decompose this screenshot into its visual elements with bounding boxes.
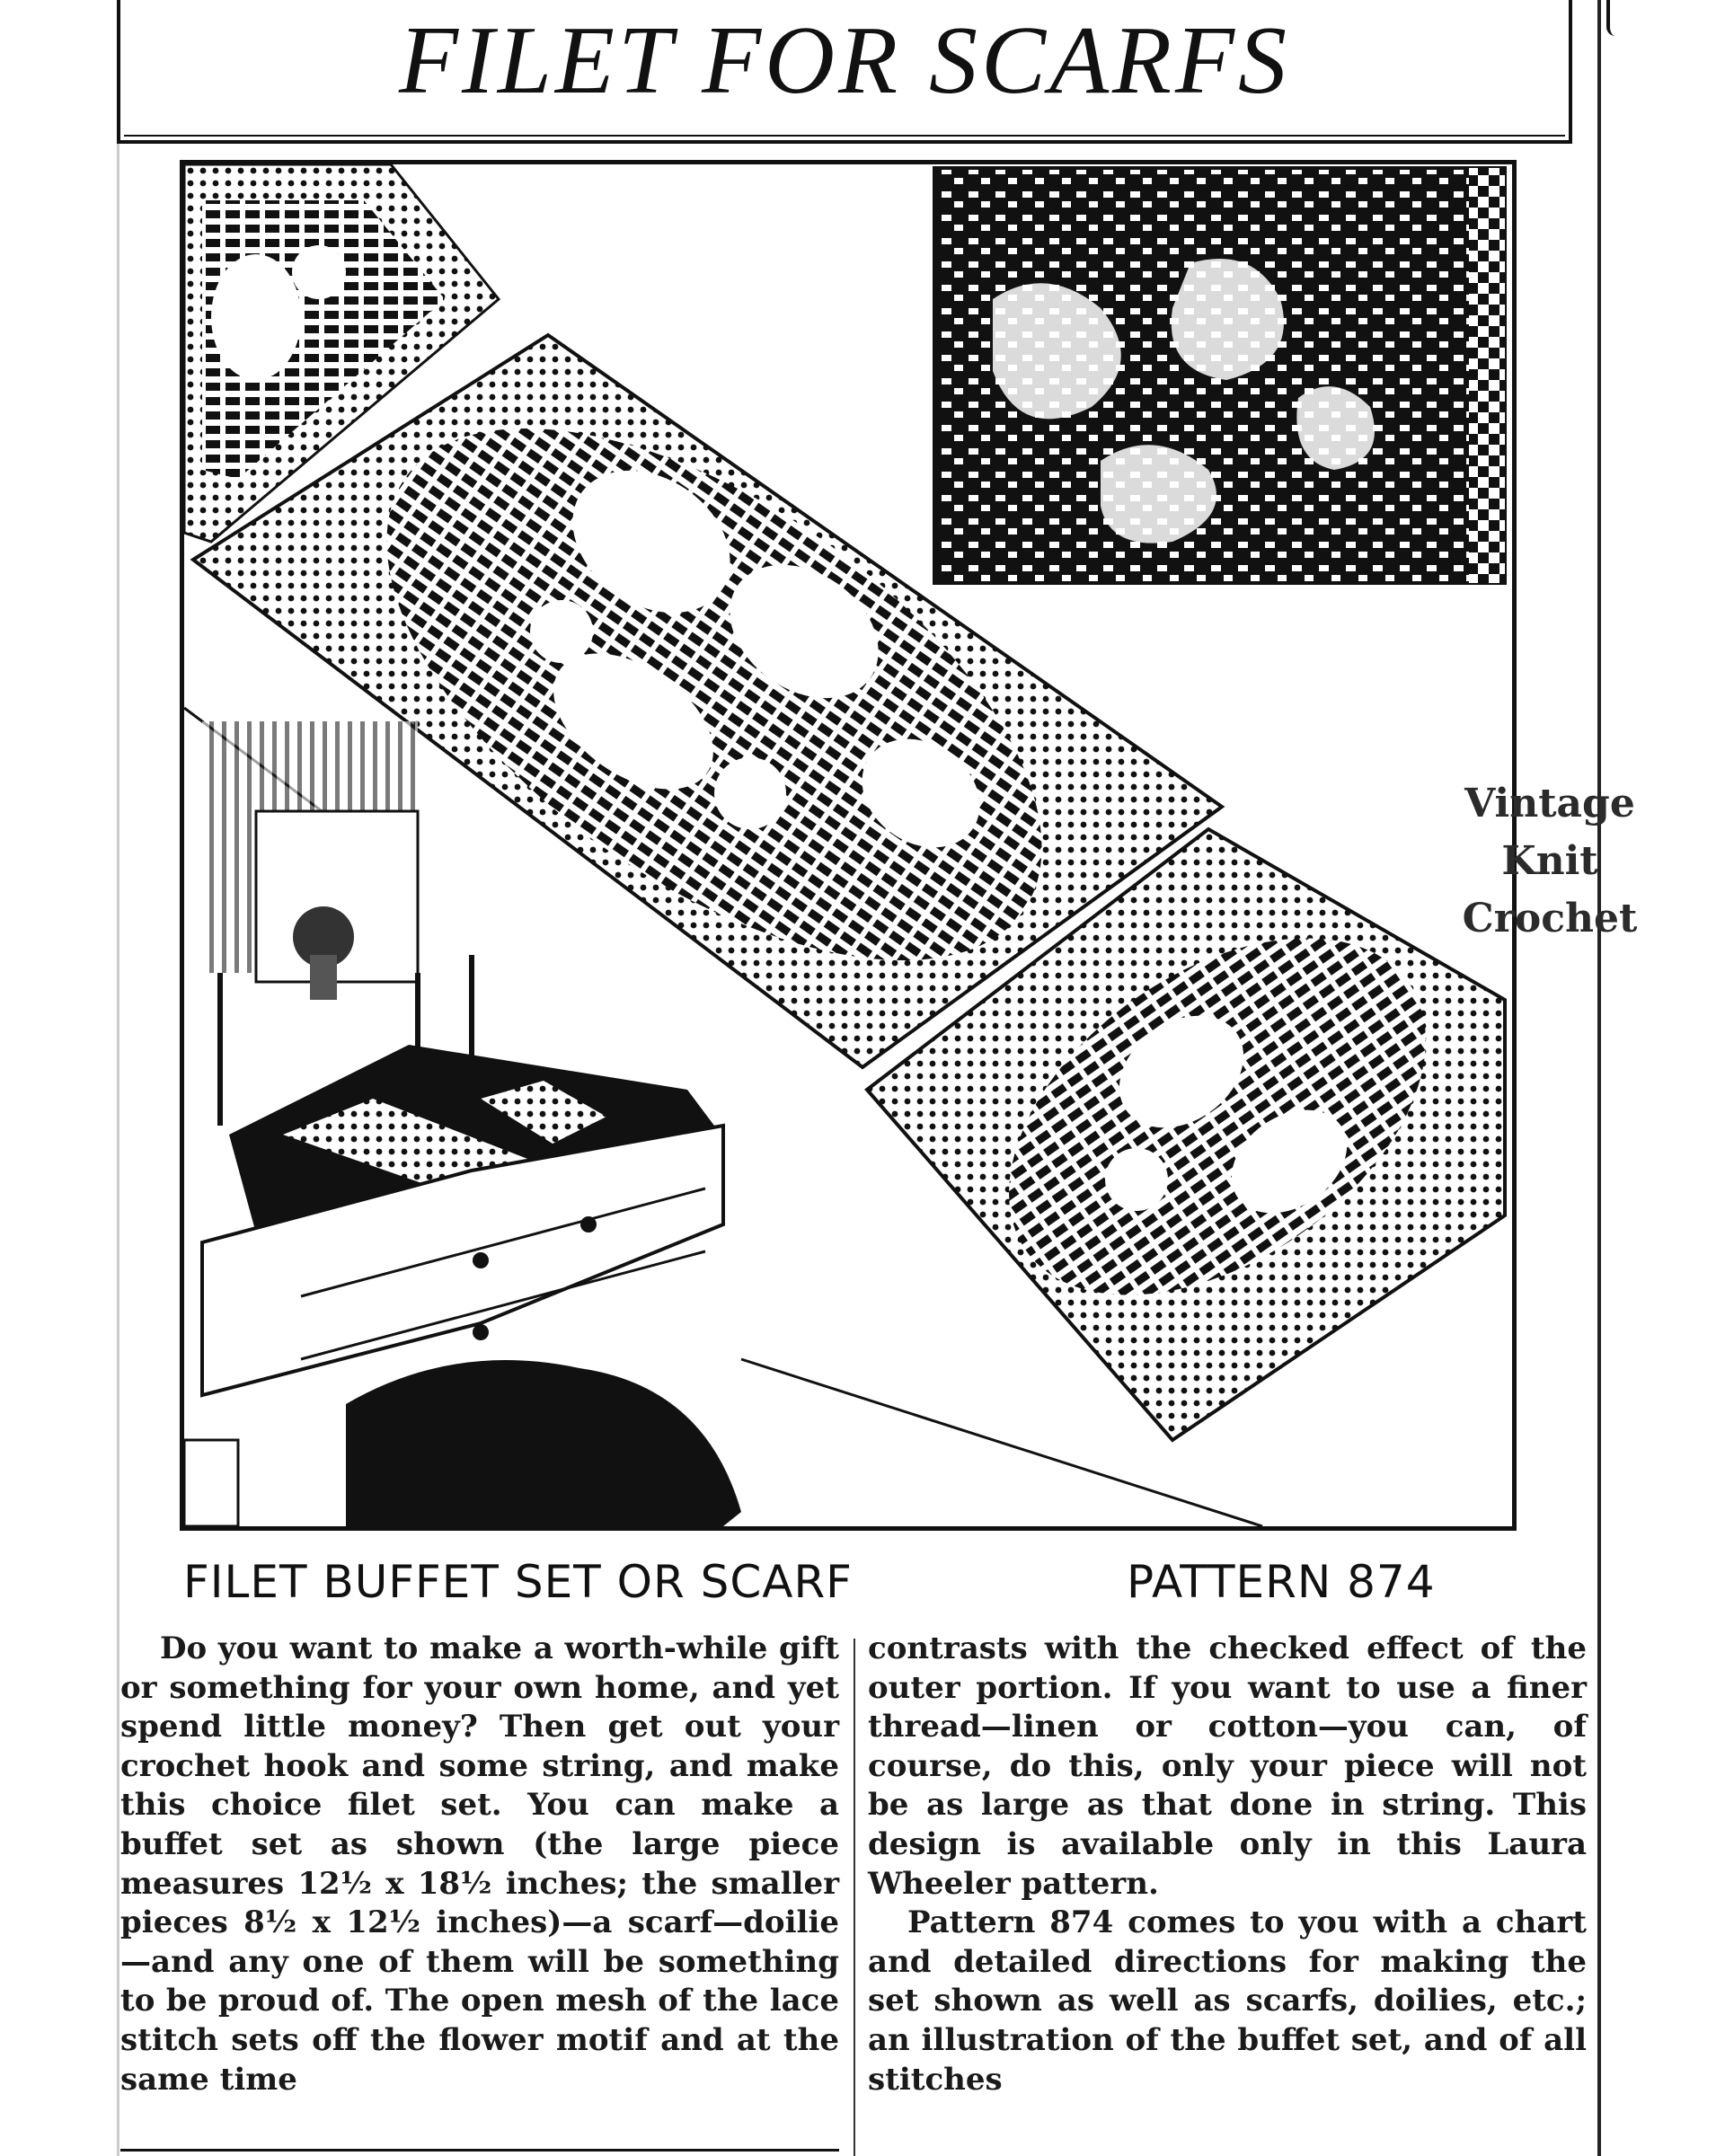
right-margin-mark <box>1606 0 1619 36</box>
watermark-line-2: Knit <box>1501 838 1598 884</box>
article-paragraph-1: Do you want to make a worth-while gift or something for your own home, and yet spend little money? Then get out your crochet hook and some string, and make this choice filet set. You can make a buffet set as shown (the large piece measures 12½ x 18½ inches; the smaller pieces 8½ x 12½ inches)—a scarf—doilie—and any one of them will be something to be proud of. The open mesh of the lace stitch sets off the flower motif and at the same time <box>120 1630 839 2098</box>
article-paragraph-2: contrasts with the checked effect of the outer portion. If you want to use a finer thread—linen or cotton—you can, of course, do this, only your piece will not be as large as that done in string. This design is available only in this Laura Wheeler pattern. <box>868 1630 1587 1902</box>
headline: FILET FOR SCARFS <box>399 7 1290 114</box>
article-paragraph-3: Pattern 874 comes to you with a chart and detailed directions for making the set shown as well as scarfs, doilies, etc.; an illustration of the buffet set, and of all stitches <box>868 1904 1587 2098</box>
caption-pattern-number: PATTERN 874 <box>1127 1556 1436 1608</box>
watermark-line-1: Vintage <box>1464 781 1635 826</box>
watermark-line-3: Crochet <box>1462 896 1638 941</box>
right-column-rule <box>1597 0 1601 2156</box>
illustration-drawing <box>184 164 1512 1526</box>
stitch-chart <box>934 168 1505 583</box>
left-margin-rule <box>117 0 119 2156</box>
watermark <box>1433 775 1667 948</box>
caption-title: FILET BUFFET SET OR SCARF <box>183 1556 853 1608</box>
article-right-column <box>868 1630 1587 2099</box>
headline-box <box>117 0 1572 144</box>
filet-illustration <box>180 160 1638 1531</box>
column-divider <box>854 1639 855 2156</box>
article-left-column <box>120 1630 839 2099</box>
bottom-rule <box>120 2149 839 2152</box>
